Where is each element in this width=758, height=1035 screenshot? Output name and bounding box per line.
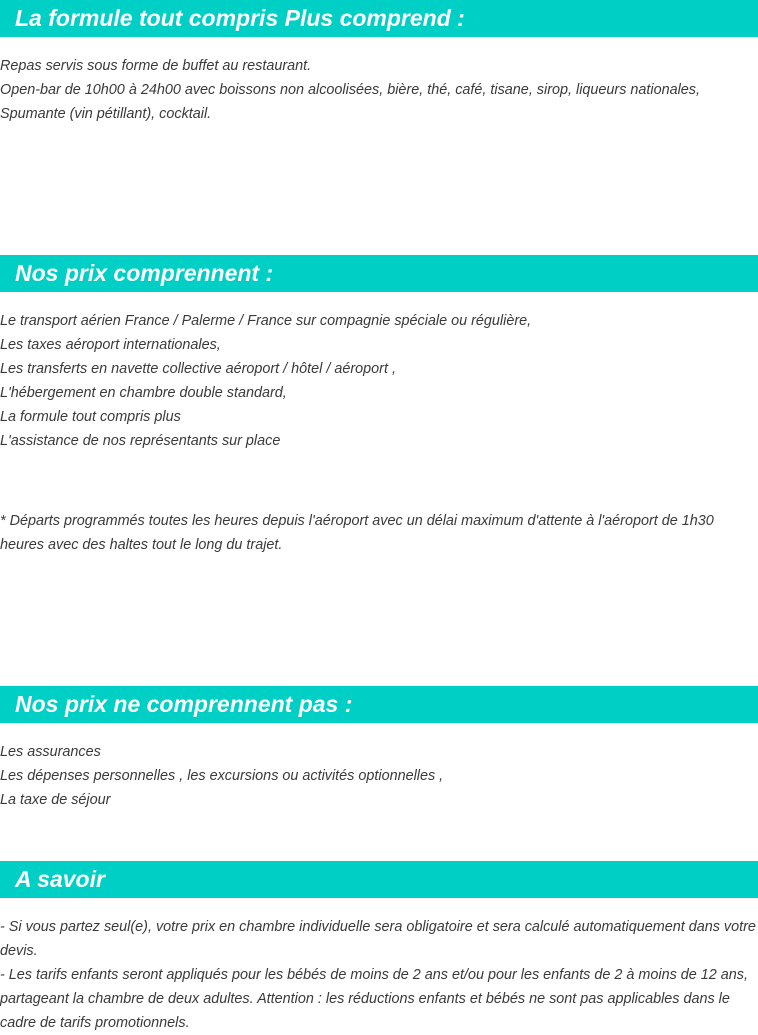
prix-comprennent-line: La formule tout compris plus xyxy=(0,409,181,425)
formule-line: Open-bar de 10h00 à 24h00 avec boissons non alcoolisées, bière, thé, café, tisane, sirop, liqueurs nationales, Spumante (vin pétillant), cocktail. xyxy=(0,82,700,122)
prix-ne-comprennent-pas-line: Les dépenses personnelles , les excursions ou activités optionnelles , xyxy=(0,768,444,784)
prix-comprennent-line: Les transferts en navette collective aéroport / hôtel / aéroport , xyxy=(0,361,396,377)
a-savoir-line: - Si vous partez seul(e), votre prix en chambre individuelle sera obligatoire et sera calculé automatiquement dans votre devis. xyxy=(0,919,756,959)
formule-text-block xyxy=(0,54,756,126)
prix-ne-comprennent-pas-line: Les assurances xyxy=(0,744,101,760)
prix-comprennent-line: Les taxes aéroport internationales, xyxy=(0,337,221,353)
departures-note: * Départs programmés toutes les heures depuis l'aéroport avec un délai maximum d'attente à l'aéroport de 1h30 heures avec des haltes tout le long du trajet. xyxy=(0,513,714,553)
formule-line: Repas servis sous forme de buffet au restaurant. xyxy=(0,58,312,74)
a-savoir-text-block xyxy=(0,915,756,1035)
prix-ne-comprennent-pas-text-block xyxy=(0,740,756,812)
section-header-prix-comprennent: Nos prix comprennent : xyxy=(0,255,758,292)
prix-ne-comprennent-pas-line: La taxe de séjour xyxy=(0,792,111,808)
section-header-prix-ne-comprennent-pas: Nos prix ne comprennent pas : xyxy=(0,686,758,723)
section-header-a-savoir: A savoir xyxy=(0,861,758,898)
prix-comprennent-line: L'hébergement en chambre double standard, xyxy=(0,385,287,401)
prix-comprennent-text-block xyxy=(0,309,756,453)
a-savoir-line: - Les tarifs enfants seront appliqués pour les bébés de moins de 2 ans et/ou pour les enfants de 2 à moins de 12 ans, partageant la chambre de deux adultes. Attention : les réductions enfants et bébés ne sont pas applicables dans le cadre de tarifs promotionnels. xyxy=(0,967,748,1031)
section-header-formule: La formule tout compris Plus comprend : xyxy=(0,0,758,37)
prix-comprennent-line: L'assistance de nos représentants sur place xyxy=(0,433,281,449)
prix-comprennent-line: Le transport aérien France / Palerme / France sur compagnie spéciale ou régulière, xyxy=(0,313,532,329)
